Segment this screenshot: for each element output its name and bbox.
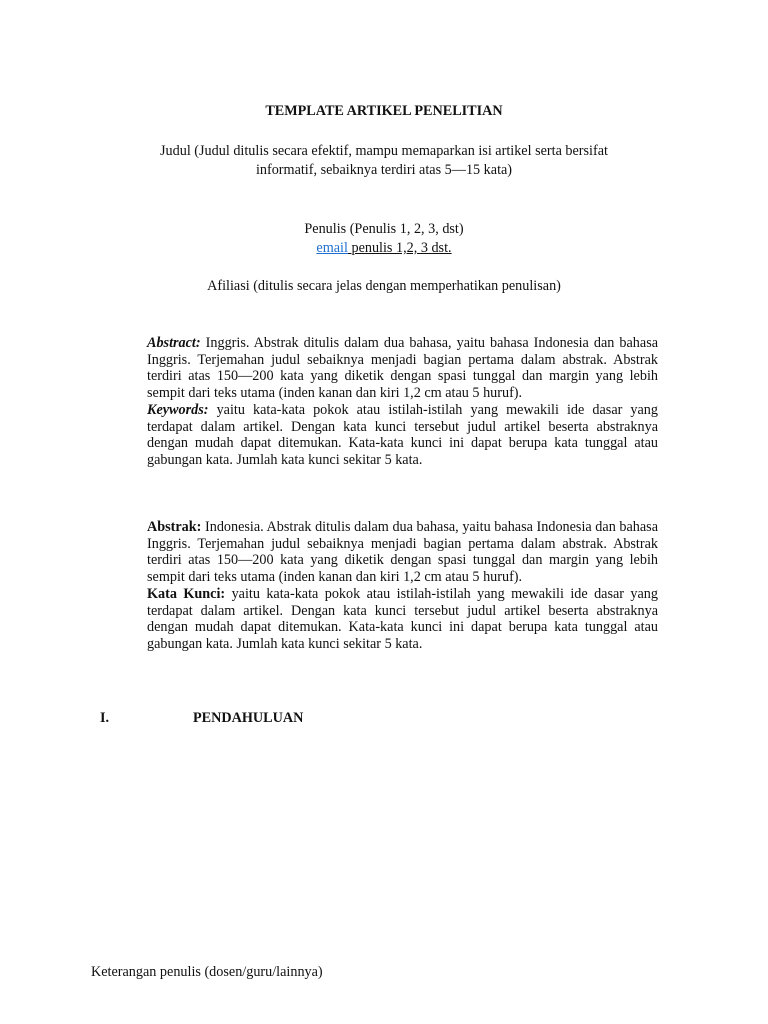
abstract-id-label: Abstrak: xyxy=(147,519,202,535)
abstract-en xyxy=(147,335,658,469)
email-rest-text xyxy=(348,240,452,256)
abstract-id-text: Indonesia. Abstrak ditulis dalam dua bahasa, yaitu bahasa Indonesia dan bahasa Inggris. Terjemahan judul sebaiknya menjadi bagian pertama dalam abstrak. Abstrak terdiri atas 150—200 kata yang diketik dengan spasi tunggal dan margin yang lebih sempit dari teks utama (inden kanan dan kiri 1,2 cm atau 5 huruf). xyxy=(147,519,658,586)
email-rest: penulis 1,2, 3 dst. xyxy=(351,240,452,256)
keywords-id-text: yaitu kata-kata pokok atau istilah-istilah yang mewakili ide dasar yang terdapat dalam artikel. Dengan kata kunci tersebut judul artikel beserta abstraknya dengan mudah dapat ditemukan. Kata-kata kunci ini dapat berupa kata tunggal atau gabungan kata. Jumlah kata kunci sekitar 5 kata. xyxy=(147,585,658,652)
keywords-id-label: Kata Kunci: xyxy=(147,585,226,602)
keywords-en-label: Keywords: xyxy=(147,401,209,418)
judul-block xyxy=(100,142,668,180)
afiliasi-line: Afiliasi (ditulis secara jelas dengan memperhatikan penulisan) xyxy=(207,278,561,294)
abstract-id-paragraph xyxy=(147,519,658,586)
keywords-en-text: yaitu kata-kata pokok atau istilah-istilah yang mewakili ide dasar yang terdapat dalam artikel. Dengan kata kunci tersebut judul artikel beserta abstraknya dengan mudah dapat ditemukan. Kata-kata kunci ini dapat berupa kata tunggal atau gabungan kata. Jumlah kata kunci sekitar 5 kata. xyxy=(147,401,658,468)
footnote: Keterangan penulis (dosen/guru/lainnya) xyxy=(91,964,323,980)
judul-line-1: Judul (Judul ditulis secara efektif, mampu memaparkan isi artikel serta bersifat xyxy=(160,143,608,159)
abstract-en-label: Abstract: xyxy=(147,335,201,351)
abstract-en-text: Inggris. Abstrak ditulis dalam dua bahasa, yaitu bahasa Indonesia dan bahasa Inggris. Terjemahan judul sebaiknya menjadi bagian pertama dalam abstrak. Abstrak terdiri atas 150—200 kata yang diketik dengan spasi tunggal dan margin yang lebih sempit dari teks utama (inden kanan dan kiri 1,2 cm atau 5 huruf). xyxy=(147,335,659,402)
judul-line-2: informatif, sebaiknya terdiri atas 5—15 kata) xyxy=(255,162,513,178)
document-title: TEMPLATE ARTIKEL PENELITIAN xyxy=(265,103,503,119)
keywords-id-paragraph xyxy=(147,586,658,653)
email-line xyxy=(100,239,668,258)
email-link[interactable]: email xyxy=(316,240,348,256)
section-title: PENDAHULUAN xyxy=(193,710,304,726)
keywords-en-paragraph xyxy=(147,402,658,469)
abstract-id xyxy=(147,519,658,653)
abstract-en-paragraph xyxy=(147,335,658,402)
penulis-line: Penulis (Penulis 1, 2, 3, dst) xyxy=(304,221,464,237)
section-number: I. xyxy=(100,710,110,726)
